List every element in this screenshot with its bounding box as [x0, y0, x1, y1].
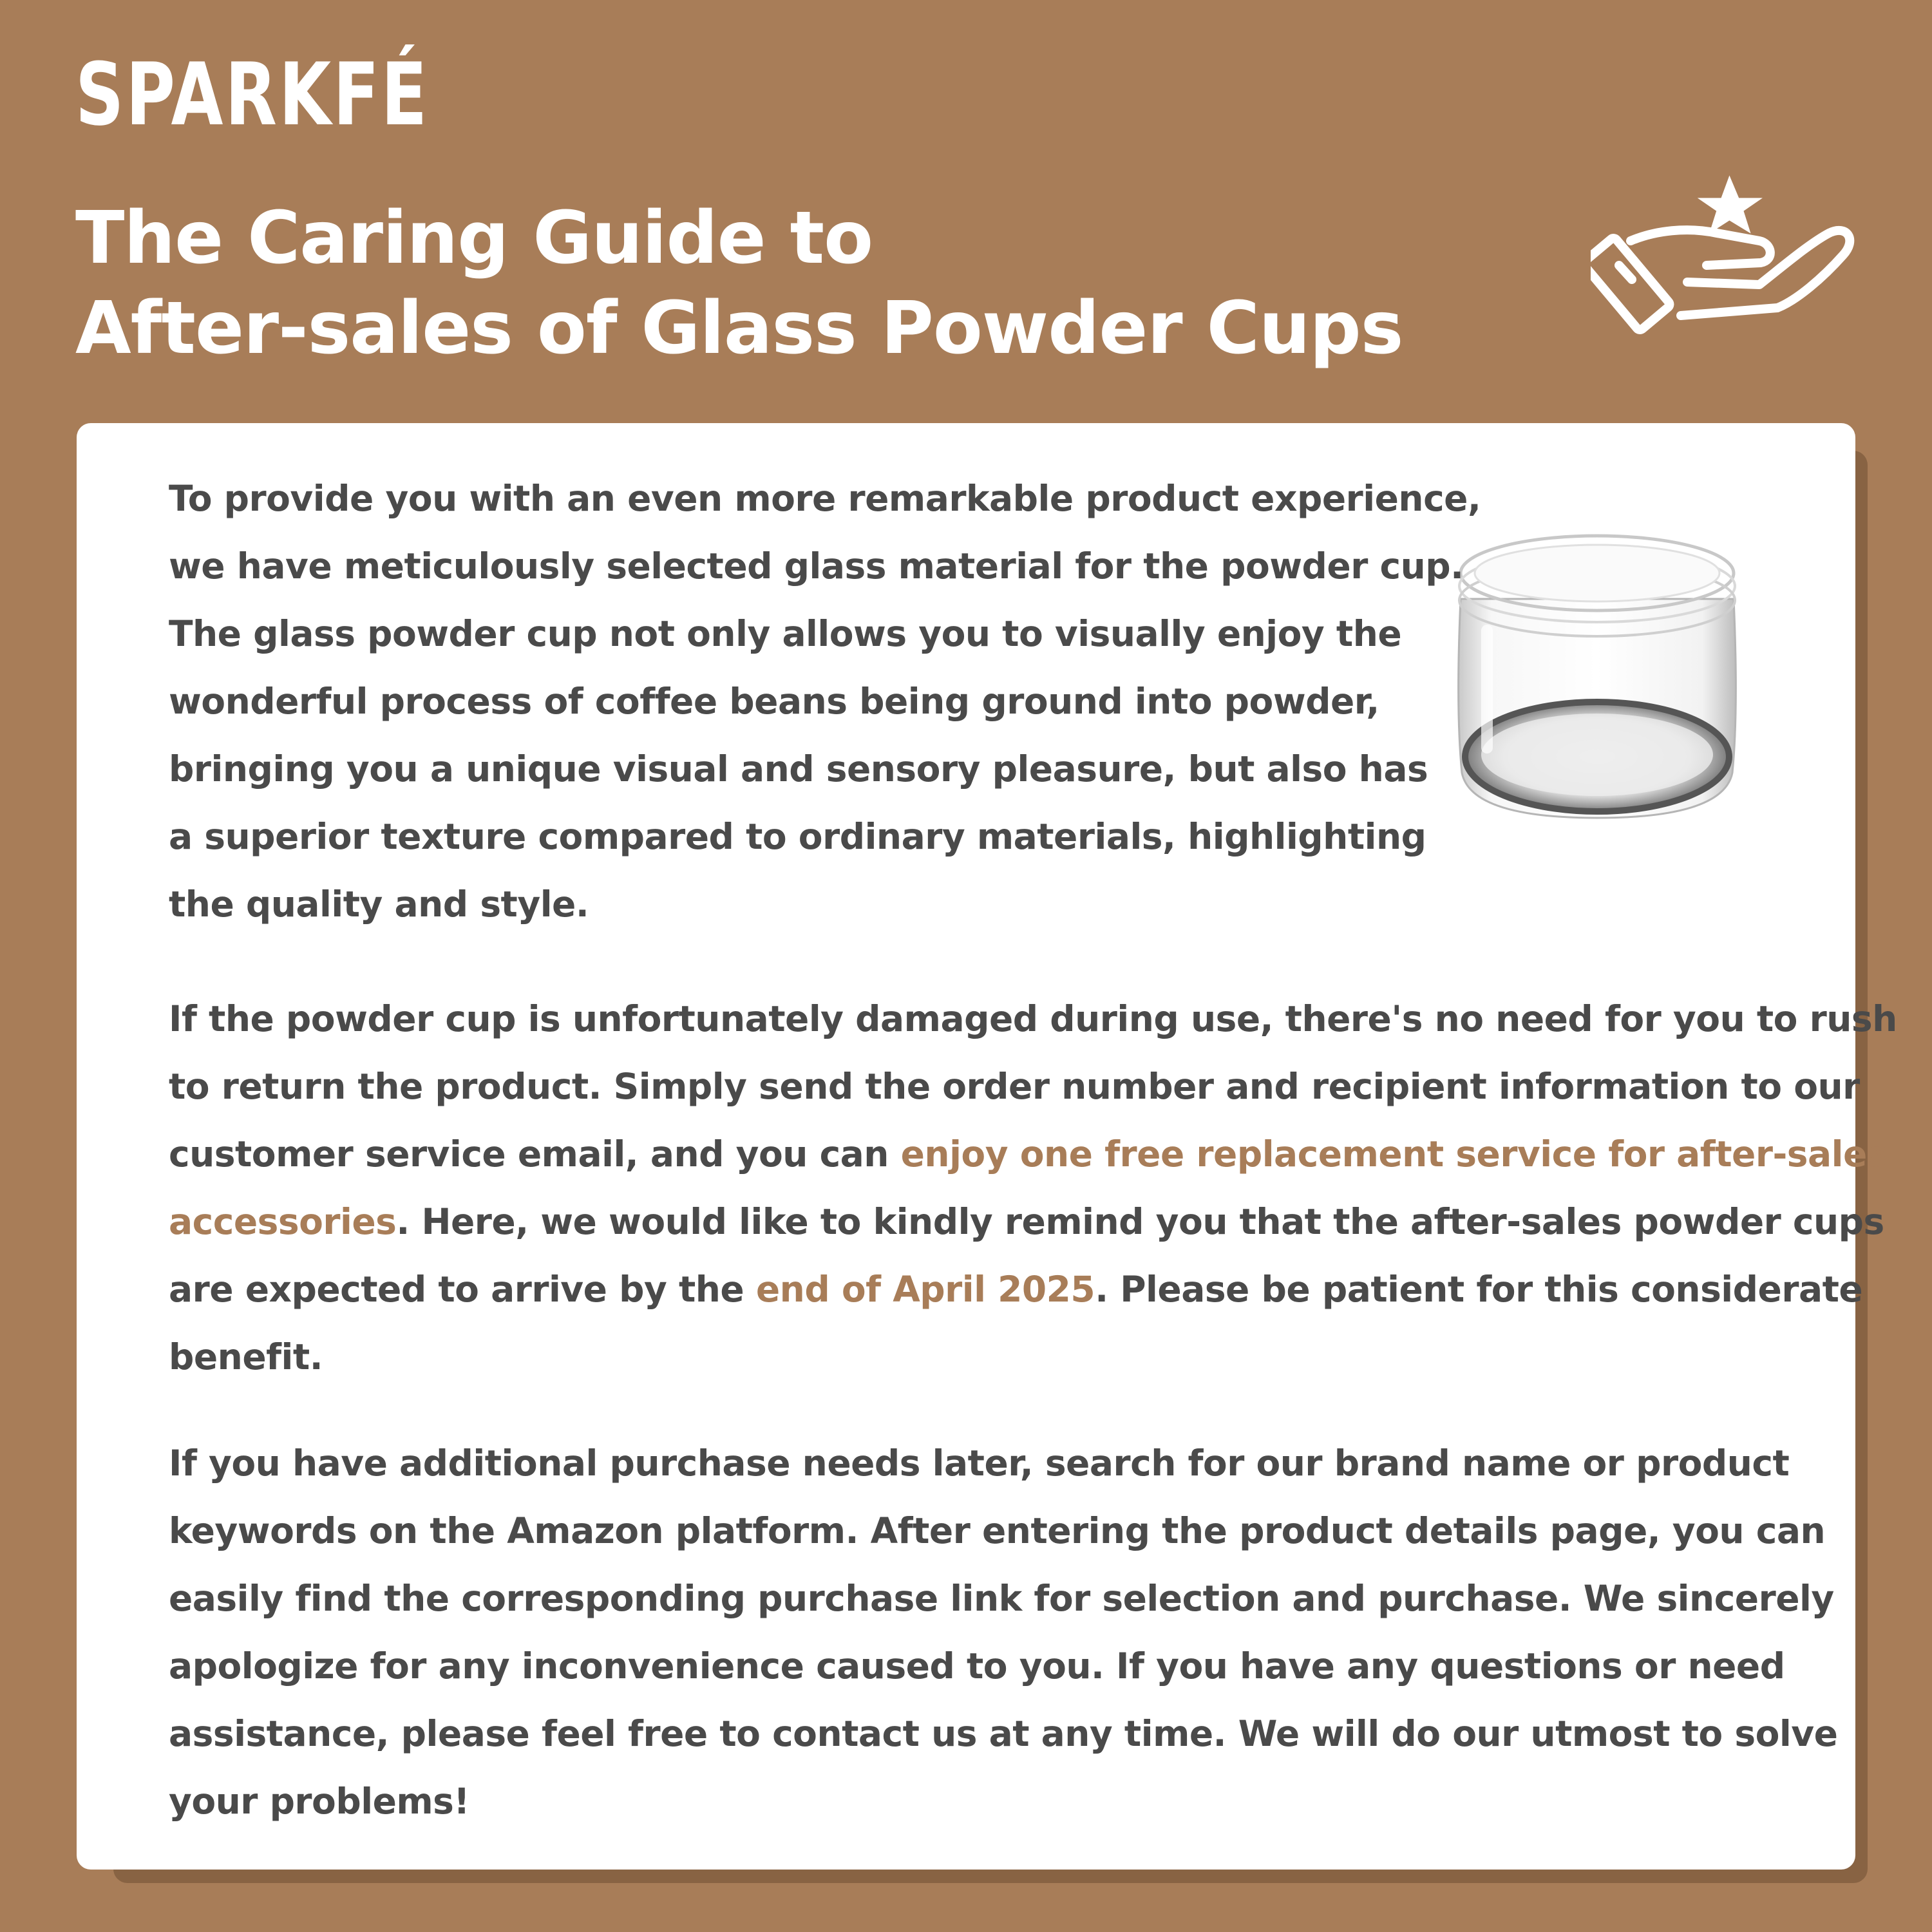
purchase-paragraph: [169, 1430, 1838, 1835]
intro-line: wonderful process of coffee beans being ground into powder,: [169, 681, 1379, 722]
replacement-text: are expected to arrive by the: [169, 1269, 756, 1310]
intro-line: a superior texture compared to ordinary materials, highlighting: [169, 816, 1426, 857]
replacement-paragraph: [169, 985, 1897, 1391]
replacement-text: . Please be patient for this considerate: [1095, 1269, 1863, 1310]
replacement-line: [169, 1256, 1863, 1323]
highlight-accessories: accessories: [169, 1201, 397, 1242]
brand-logo: SPARKFÉ: [75, 44, 430, 145]
highlight-arrival-date: end of April 2025: [755, 1269, 1095, 1310]
glass-powder-cup-image: [1443, 528, 1752, 824]
intro-line: we have meticulously selected glass material for the powder cup.: [169, 545, 1464, 587]
page-title-line-2: After-sales of Glass Powder Cups: [75, 287, 1403, 370]
purchase-line: your problems!: [169, 1781, 469, 1822]
replacement-line: [169, 1188, 1884, 1256]
highlight-free-replacement: enjoy one free replacement service for after-sales: [900, 1133, 1888, 1175]
purchase-line: apologize for any inconvenience caused to you. If you have any questions or need: [169, 1645, 1785, 1687]
replacement-text: customer service email, and you can: [169, 1133, 901, 1175]
replacement-line: If the powder cup is unfortunately damaged during use, there's no need for you to rush: [169, 998, 1897, 1039]
replacement-text: . Here, we would like to kindly remind you that the after-sales powder cups: [396, 1201, 1884, 1242]
purchase-line: keywords on the Amazon platform. After entering the product details page, you can: [169, 1510, 1826, 1551]
intro-paragraph: [169, 465, 1481, 938]
replacement-line: to return the product. Simply send the order number and recipient information to our: [169, 1066, 1860, 1107]
page-title: [75, 193, 1403, 374]
purchase-line: easily find the corresponding purchase link for selection and purchase. We sincerely: [169, 1578, 1834, 1619]
purchase-line: assistance, please feel free to contact us at any time. We will do our utmost to solve: [169, 1713, 1838, 1754]
page-title-line-1: The Caring Guide to: [75, 196, 873, 280]
hand-with-star-icon: [1591, 169, 1861, 362]
intro-line: The glass powder cup not only allows you to visually enjoy the: [169, 613, 1402, 654]
intro-line: the quality and style.: [169, 884, 589, 925]
intro-line: bringing you a unique visual and sensory pleasure, but also has: [169, 748, 1428, 790]
replacement-line: benefit.: [169, 1336, 323, 1378]
replacement-line: [169, 1121, 1888, 1188]
purchase-line: If you have additional purchase needs later, search for our brand name or product: [169, 1443, 1790, 1484]
intro-line: To provide you with an even more remarkable product experience,: [169, 478, 1481, 519]
